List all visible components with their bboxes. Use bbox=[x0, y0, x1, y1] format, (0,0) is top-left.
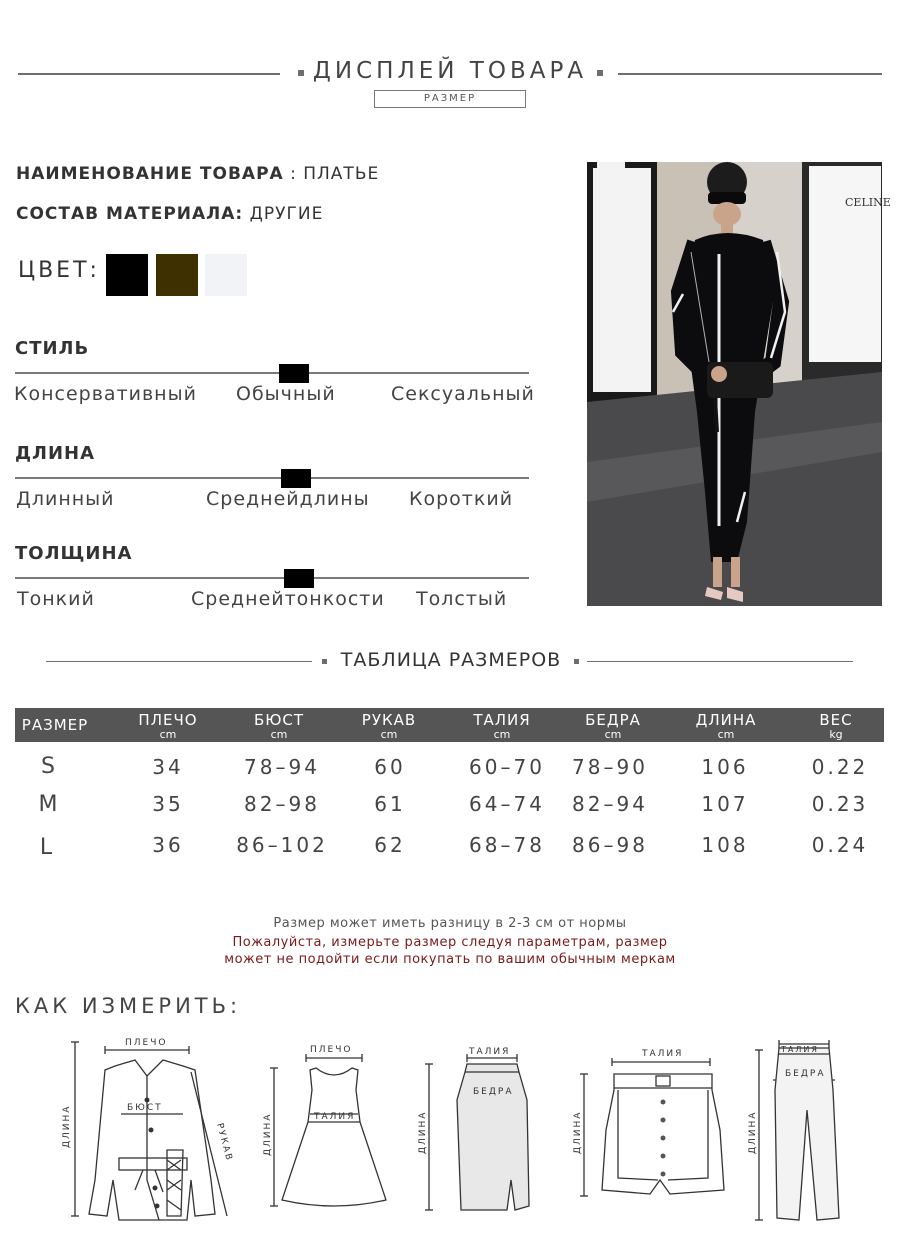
table-rule-left bbox=[46, 661, 312, 662]
pants-diagram bbox=[745, 1030, 855, 1225]
style-option-sexy: Сексуальный bbox=[391, 383, 535, 405]
product-name-row bbox=[16, 164, 379, 184]
table-row-m-length: 107 bbox=[701, 792, 749, 816]
material-value: ДРУГИЕ bbox=[249, 204, 324, 224]
style-scale-line bbox=[15, 372, 529, 374]
table-row-l-weight: 0.24 bbox=[811, 833, 869, 857]
dress-shoulder-label: ПЛЕЧО bbox=[310, 1045, 353, 1055]
length-option-short: Короткий bbox=[409, 488, 514, 510]
page-subtitle: РАЗМЕР bbox=[374, 90, 526, 108]
table-row-s-weight: 0.22 bbox=[811, 755, 869, 779]
table-rule-right bbox=[587, 661, 853, 662]
header-length bbox=[686, 708, 766, 742]
header-sleeve-name: РУКАВ bbox=[361, 711, 417, 729]
page-title: ДИСПЛЕЙ ТОВАРА bbox=[312, 58, 588, 84]
header-size: РАЗМЕР bbox=[21, 716, 89, 734]
jacket-length-label: ДЛИНА bbox=[62, 1104, 72, 1148]
header-rule-right bbox=[618, 73, 882, 75]
header-hips-name: БЕДРА bbox=[585, 711, 641, 729]
how-to-measure-title: КАК ИЗМЕРИТЬ: bbox=[15, 994, 242, 1018]
style-option-casual: Обычный bbox=[236, 383, 336, 405]
table-row-l-size: L bbox=[39, 835, 53, 860]
material-label: СОСТАВ МАТЕРИАЛА: bbox=[16, 204, 244, 224]
table-title-square-right bbox=[574, 659, 579, 664]
size-table-title: ТАБЛИЦА РАЗМЕРОВ bbox=[340, 649, 562, 671]
table-row-s-bust: 78–94 bbox=[244, 755, 320, 779]
header-weight-name: ВЕС bbox=[819, 711, 853, 729]
color-label: ЦВЕТ: bbox=[18, 258, 100, 283]
thickness-scale-marker bbox=[284, 569, 314, 588]
shorts-length-label: ДЛИНА bbox=[573, 1110, 583, 1154]
shorts-waist-label: ТАЛИЯ bbox=[642, 1049, 684, 1059]
dress-length-label: ДЛИНА bbox=[263, 1112, 273, 1156]
style-option-conservative: Консервативный bbox=[14, 383, 197, 405]
header-weight-unit: kg bbox=[829, 728, 843, 741]
material-row bbox=[16, 204, 323, 224]
header-weight bbox=[796, 708, 876, 742]
header-hips-unit: cm bbox=[604, 728, 622, 741]
product-name-value: : ПЛАТЬЕ bbox=[290, 164, 380, 184]
length-scale-line bbox=[15, 477, 529, 479]
size-table-header bbox=[15, 708, 884, 742]
style-scale-title: СТИЛЬ bbox=[15, 338, 90, 359]
thickness-option-thick: Толстый bbox=[416, 588, 508, 610]
table-row-l-shoulder: 36 bbox=[152, 833, 184, 857]
header-sleeve bbox=[349, 708, 429, 742]
pants-waist-label: ТАЛИЯ bbox=[781, 1045, 819, 1054]
thickness-option-thin: Тонкий bbox=[17, 588, 95, 610]
store-sign: CELINE bbox=[845, 196, 891, 209]
table-row-s-length: 106 bbox=[701, 755, 749, 779]
table-row-s-shoulder: 34 bbox=[152, 755, 184, 779]
color-swatch-black[interactable] bbox=[106, 254, 148, 296]
product-photo-illustration bbox=[587, 162, 891, 606]
header-shoulder bbox=[128, 708, 208, 742]
table-row-l-hips: 86–98 bbox=[572, 833, 648, 857]
header-sleeve-unit: cm bbox=[380, 728, 398, 741]
length-option-medium: Среднейдлины bbox=[206, 488, 370, 510]
table-row-l-bust: 86–102 bbox=[236, 833, 328, 857]
header-waist bbox=[462, 708, 542, 742]
style-scale-marker bbox=[279, 364, 309, 383]
header-length-unit: cm bbox=[717, 728, 735, 741]
jacket-diagram bbox=[55, 1030, 240, 1220]
measure-note-line1: Пожалуйста, измерьте размер следуя параметрам, размер bbox=[232, 935, 668, 950]
header-bust bbox=[239, 708, 319, 742]
header-shoulder-name: ПЛЕЧО bbox=[138, 711, 198, 729]
thickness-scale-title: ТОЛЩИНА bbox=[15, 543, 133, 564]
table-row-s-sleeve: 60 bbox=[374, 755, 406, 779]
header-waist-name: ТАЛИЯ bbox=[473, 711, 531, 729]
pants-hips-label: БЕДРА bbox=[785, 1069, 826, 1079]
skirt-diagram bbox=[415, 1030, 545, 1220]
header-hips bbox=[573, 708, 653, 742]
table-row-m-bust: 82–98 bbox=[244, 792, 320, 816]
table-row-l-length: 108 bbox=[701, 833, 749, 857]
measure-note-line2: может не подойти если покупать по вашим обычным меркам bbox=[224, 952, 676, 967]
header-square-right bbox=[597, 70, 603, 76]
length-scale-title: ДЛИНА bbox=[15, 443, 96, 464]
header-rule-left bbox=[18, 73, 280, 75]
table-row-m-hips: 82–94 bbox=[572, 792, 648, 816]
table-row-m-size: M bbox=[38, 792, 58, 817]
dress-waist-label: ТАЛИЯ bbox=[314, 1112, 356, 1122]
thickness-scale-line bbox=[15, 577, 529, 579]
table-row-m-weight: 0.23 bbox=[811, 792, 869, 816]
product-name-label: НАИМЕНОВАНИЕ ТОВАРА bbox=[16, 164, 284, 184]
thickness-option-medium: Среднейтонкости bbox=[191, 588, 385, 610]
table-row-s-size: S bbox=[41, 754, 55, 779]
skirt-waist-label: ТАЛИЯ bbox=[469, 1047, 511, 1057]
skirt-hips-label: БЕДРА bbox=[473, 1087, 514, 1097]
table-row-m-shoulder: 35 bbox=[152, 792, 184, 816]
table-row-l-sleeve: 62 bbox=[374, 833, 406, 857]
product-photo bbox=[587, 162, 891, 606]
header-length-name: ДЛИНА bbox=[695, 711, 757, 729]
skirt-length-label: ДЛИНА bbox=[418, 1110, 428, 1154]
length-scale-marker bbox=[281, 469, 311, 488]
header-bust-name: БЮСТ bbox=[253, 711, 305, 729]
table-row-l-waist: 68–78 bbox=[469, 833, 545, 857]
shorts-diagram bbox=[570, 1030, 730, 1205]
jacket-sleeve-label: РУКАВ bbox=[214, 1122, 235, 1164]
color-swatch-white[interactable] bbox=[205, 254, 247, 296]
size-difference-note: Размер может иметь разницу в 2-3 см от нормы bbox=[273, 916, 627, 931]
table-row-m-waist: 64–74 bbox=[469, 792, 545, 816]
color-swatch-brown[interactable] bbox=[156, 254, 198, 296]
table-row-s-waist: 60–70 bbox=[469, 755, 545, 779]
header-shoulder-unit: cm bbox=[159, 728, 177, 741]
jacket-shoulder-label: ПЛЕЧО bbox=[125, 1038, 168, 1048]
pants-length-label: ДЛИНА bbox=[748, 1110, 758, 1154]
length-option-long: Длинный bbox=[16, 488, 115, 510]
header-bust-unit: cm bbox=[270, 728, 288, 741]
table-row-s-hips: 78–90 bbox=[572, 755, 648, 779]
header-waist-unit: cm bbox=[493, 728, 511, 741]
table-row-m-sleeve: 61 bbox=[374, 792, 406, 816]
dress-diagram bbox=[260, 1030, 400, 1215]
jacket-bust-label: БЮСТ bbox=[127, 1103, 163, 1113]
